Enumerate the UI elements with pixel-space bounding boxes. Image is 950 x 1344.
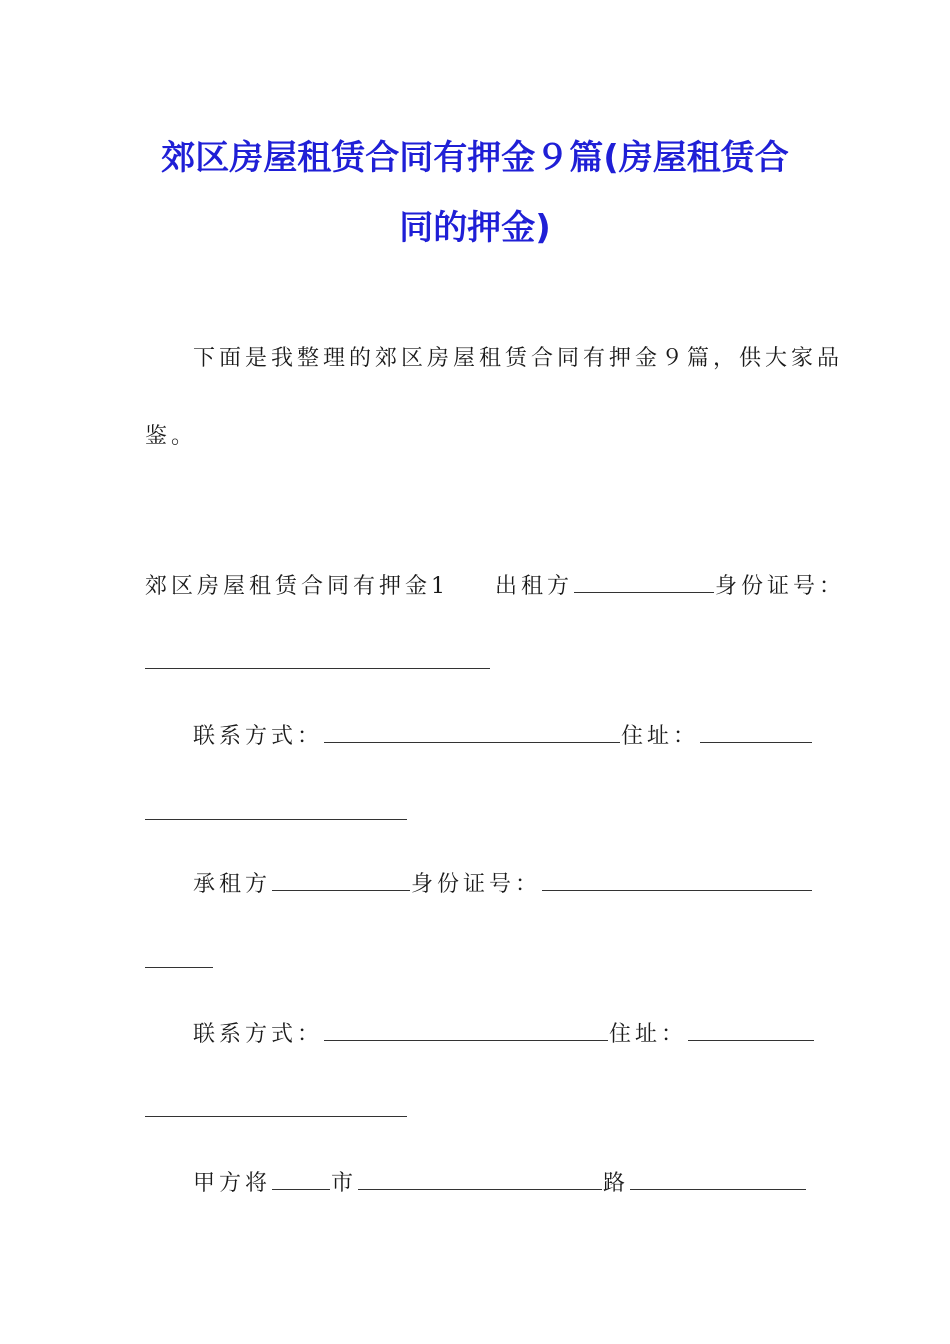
lessor-id-label: 身份证号： — [715, 574, 846, 599]
lessor-id-blank[interactable] — [145, 667, 490, 669]
document-title-line1: 郊区房屋租赁合同有押金９篇(房屋租赁合 — [161, 138, 789, 178]
section-1-row — [145, 568, 845, 602]
lessor-name-blank[interactable] — [574, 568, 714, 593]
document-title-line2: 同的押金) — [399, 208, 551, 248]
district-blank[interactable] — [358, 1165, 602, 1190]
lessor-contact-blank[interactable] — [324, 718, 620, 743]
property-location-row — [193, 1165, 807, 1199]
intro-paragraph-line1: 下面是我整理的郊区房屋租赁合同有押金９篇，供大家品 — [193, 346, 844, 371]
lessor-contact-row — [193, 718, 813, 752]
lessee-address-blank[interactable] — [688, 1016, 814, 1041]
city-blank[interactable] — [272, 1165, 330, 1190]
lessor-address-blank-cont[interactable] — [145, 818, 407, 820]
lessee-row — [193, 866, 813, 900]
lessor-address-label: 住址： — [621, 724, 700, 749]
lessee-name-blank[interactable] — [272, 866, 410, 891]
section-heading: 郊区房屋租赁合同有押金1 — [145, 574, 449, 599]
city-label: 市 — [331, 1171, 358, 1196]
lessee-id-label: 身份证号： — [411, 872, 542, 897]
intro-paragraph-line2: 鉴。 — [145, 424, 198, 449]
lessee-contact-label: 联系方式： — [193, 1022, 324, 1047]
lessee-id-blank-cont[interactable] — [145, 966, 213, 968]
lessor-address-blank[interactable] — [700, 718, 812, 743]
road-blank[interactable] — [630, 1165, 806, 1190]
lessee-label: 承租方 — [193, 872, 272, 897]
lessee-contact-blank[interactable] — [324, 1016, 608, 1041]
lessee-address-label: 住址： — [609, 1022, 688, 1047]
lessee-address-blank-cont[interactable] — [145, 1115, 407, 1117]
lessee-id-blank[interactable] — [542, 866, 812, 891]
lessee-contact-row — [193, 1016, 815, 1050]
lessor-label: 出租方 — [495, 574, 574, 599]
road-label: 路 — [603, 1171, 630, 1196]
lessor-contact-label: 联系方式： — [193, 724, 324, 749]
party-a-will-label: 甲方将 — [193, 1171, 272, 1196]
